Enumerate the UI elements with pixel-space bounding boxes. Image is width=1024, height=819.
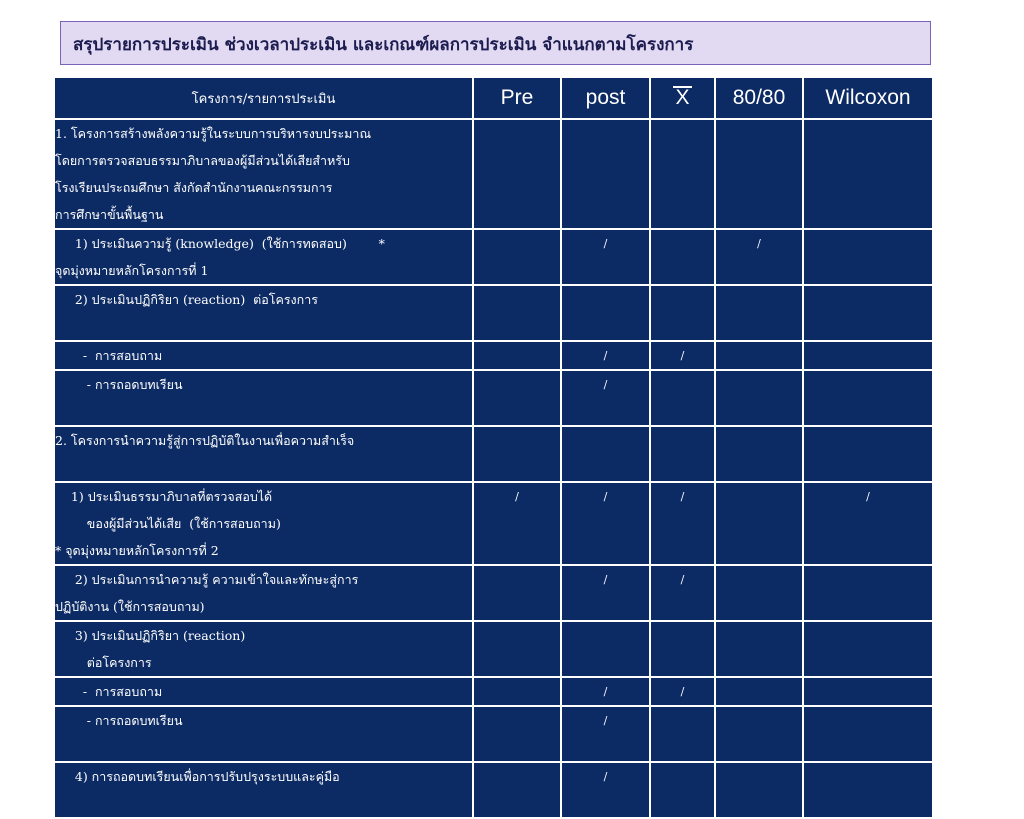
mark-mean-cell: /: [650, 565, 715, 621]
table-row: [54, 426, 933, 482]
column-header-80-80: 80/80: [715, 77, 803, 119]
project-item-cell: [54, 119, 473, 229]
column-header-mean: [650, 77, 715, 119]
mark-pre-cell: [473, 341, 561, 370]
mark-pre-cell: [473, 119, 561, 229]
mark-pre-cell: [473, 677, 561, 706]
column-header-wilcoxon: Wilcoxon: [803, 77, 933, 119]
mark-wilcoxon-cell: [803, 229, 933, 285]
mark-post-cell: /: [561, 677, 650, 706]
table-row: [54, 482, 933, 565]
mark-wilcoxon-cell: [803, 762, 933, 818]
mark-pre-cell: [473, 229, 561, 285]
mark-80-80-cell: [715, 370, 803, 426]
table-header-row: [54, 77, 933, 119]
mark-mean-cell: [650, 229, 715, 285]
project-item-cell: [54, 677, 473, 706]
mark-wilcoxon-cell: [803, 621, 933, 677]
mark-pre-cell: [473, 285, 561, 341]
mark-pre-cell: /: [473, 482, 561, 565]
mark-mean-cell: [650, 285, 715, 341]
mark-80-80-cell: [715, 706, 803, 762]
project-item-line: โรงเรียนประถมศึกษา สังกัดสำนักงานคณะกรรมการ: [55, 180, 333, 195]
mark-80-80-cell: [715, 119, 803, 229]
project-item-line: 3) ประเมินปฏิกิริยา (reaction): [55, 628, 246, 643]
column-header-post: post: [561, 77, 650, 119]
mark-post-cell: /: [561, 565, 650, 621]
project-item-line: 4) การถอดบทเรียนเพื่อการปรับปรุงระบบและคู่มือ: [55, 769, 340, 784]
project-item-cell: [54, 762, 473, 818]
mark-80-80-cell: [715, 341, 803, 370]
mark-mean-cell: [650, 706, 715, 762]
mark-wilcoxon-cell: [803, 426, 933, 482]
x-bar-symbol: X: [675, 86, 690, 109]
project-item-cell: [54, 482, 473, 565]
mark-80-80-cell: [715, 482, 803, 565]
project-item-line: [55, 790, 472, 817]
project-item-cell: [54, 341, 473, 370]
project-item-line: ต่อโครงการ: [55, 655, 152, 670]
project-item-line: - การสอบถาม: [55, 684, 163, 699]
mark-post-cell: [561, 621, 650, 677]
mark-post-cell: /: [561, 482, 650, 565]
mark-wilcoxon-cell: [803, 565, 933, 621]
mark-wilcoxon-cell: [803, 677, 933, 706]
mark-pre-cell: [473, 426, 561, 482]
project-item-line: 1. โครงการสร้างพลังความรู้ในระบบการบริหารงบประมาณ: [55, 126, 372, 141]
mark-80-80-cell: /: [715, 229, 803, 285]
mark-pre-cell: [473, 621, 561, 677]
mark-mean-cell: /: [650, 677, 715, 706]
project-item-line: - การถอดบทเรียน: [55, 713, 183, 728]
project-item-line: [55, 734, 472, 761]
mark-mean-cell: [650, 621, 715, 677]
project-item-line: [55, 398, 472, 425]
mark-post-cell: [561, 285, 650, 341]
mark-mean-cell: [650, 762, 715, 818]
project-item-line: 2) ประเมินปฏิกิริยา (reaction) ต่อโครงการ: [55, 292, 318, 307]
mark-mean-cell: [650, 426, 715, 482]
mark-pre-cell: [473, 762, 561, 818]
mark-80-80-cell: [715, 426, 803, 482]
project-item-line: [55, 313, 472, 340]
mark-80-80-cell: [715, 677, 803, 706]
project-item-line: 1) ประเมินความรู้ (knowledge) (ใช้การทดสอบ) *: [55, 236, 385, 251]
mark-post-cell: /: [561, 370, 650, 426]
column-header-pre: Pre: [473, 77, 561, 119]
title-banner: [60, 21, 931, 65]
mark-pre-cell: [473, 706, 561, 762]
project-item-line: 2. โครงการนำความรู้สู่การปฏิบัติในงานเพื่อความสำเร็จ: [55, 433, 355, 448]
page-title: สรุปรายการประเมิน ช่วงเวลาประเมิน และเกณฑ์ผลการประเมิน จำแนกตามโครงการ: [73, 35, 694, 55]
mark-wilcoxon-cell: [803, 706, 933, 762]
table-row: [54, 119, 933, 229]
project-item-line: 1) ประเมินธรรมาภิบาลที่ตรวจสอบได้: [55, 489, 273, 504]
mark-post-cell: /: [561, 762, 650, 818]
mark-pre-cell: [473, 565, 561, 621]
mark-post-cell: /: [561, 229, 650, 285]
mark-mean-cell: [650, 119, 715, 229]
mark-80-80-cell: [715, 621, 803, 677]
table-body: [54, 119, 933, 818]
mark-80-80-cell: [715, 565, 803, 621]
mark-80-80-cell: [715, 762, 803, 818]
project-item-line: 2) ประเมินการนำความรู้ ความเข้าใจและทักษะสู่การ: [55, 572, 359, 587]
project-item-cell: [54, 285, 473, 341]
mark-post-cell: [561, 119, 650, 229]
project-item-line: โดยการตรวจสอบธรรมาภิบาลของผู้มีส่วนได้เสียสำหรับ: [55, 153, 350, 168]
project-item-cell: [54, 229, 473, 285]
table-row: [54, 762, 933, 818]
mark-wilcoxon-cell: [803, 370, 933, 426]
mark-wilcoxon-cell: /: [803, 482, 933, 565]
project-item-line: * จุดมุ่งหมายหลักโครงการที่ 2: [55, 543, 219, 558]
table-row: [54, 565, 933, 621]
table-row: [54, 621, 933, 677]
project-item-line: ของผู้มีส่วนได้เสีย (ใช้การสอบถาม): [55, 516, 281, 531]
mark-pre-cell: [473, 370, 561, 426]
mark-wilcoxon-cell: [803, 285, 933, 341]
mark-80-80-cell: [715, 285, 803, 341]
mark-post-cell: /: [561, 706, 650, 762]
project-item-cell: [54, 426, 473, 482]
project-item-line: - การถอดบทเรียน: [55, 377, 183, 392]
mark-post-cell: [561, 426, 650, 482]
mark-mean-cell: [650, 370, 715, 426]
project-item-line: การศึกษาขั้นพื้นฐาน: [55, 207, 164, 222]
project-item-cell: [54, 621, 473, 677]
table-row: [54, 341, 933, 370]
table-row: [54, 370, 933, 426]
project-item-line: จุดมุ่งหมายหลักโครงการที่ 1: [55, 263, 209, 278]
mark-mean-cell: /: [650, 482, 715, 565]
table-row: [54, 285, 933, 341]
project-item-line: [55, 454, 472, 481]
column-header-project: โครงการ/รายการประเมิน: [54, 77, 473, 119]
mark-wilcoxon-cell: [803, 341, 933, 370]
evaluation-table: [53, 76, 934, 819]
mark-post-cell: /: [561, 341, 650, 370]
table-row: [54, 677, 933, 706]
project-item-cell: [54, 706, 473, 762]
table-row: [54, 229, 933, 285]
mark-mean-cell: /: [650, 341, 715, 370]
project-item-cell: [54, 370, 473, 426]
project-item-line: - การสอบถาม: [55, 348, 163, 363]
mark-wilcoxon-cell: [803, 119, 933, 229]
project-item-cell: [54, 565, 473, 621]
project-item-line: ปฏิบัติงาน (ใช้การสอบถาม): [55, 599, 205, 614]
table-row: [54, 706, 933, 762]
